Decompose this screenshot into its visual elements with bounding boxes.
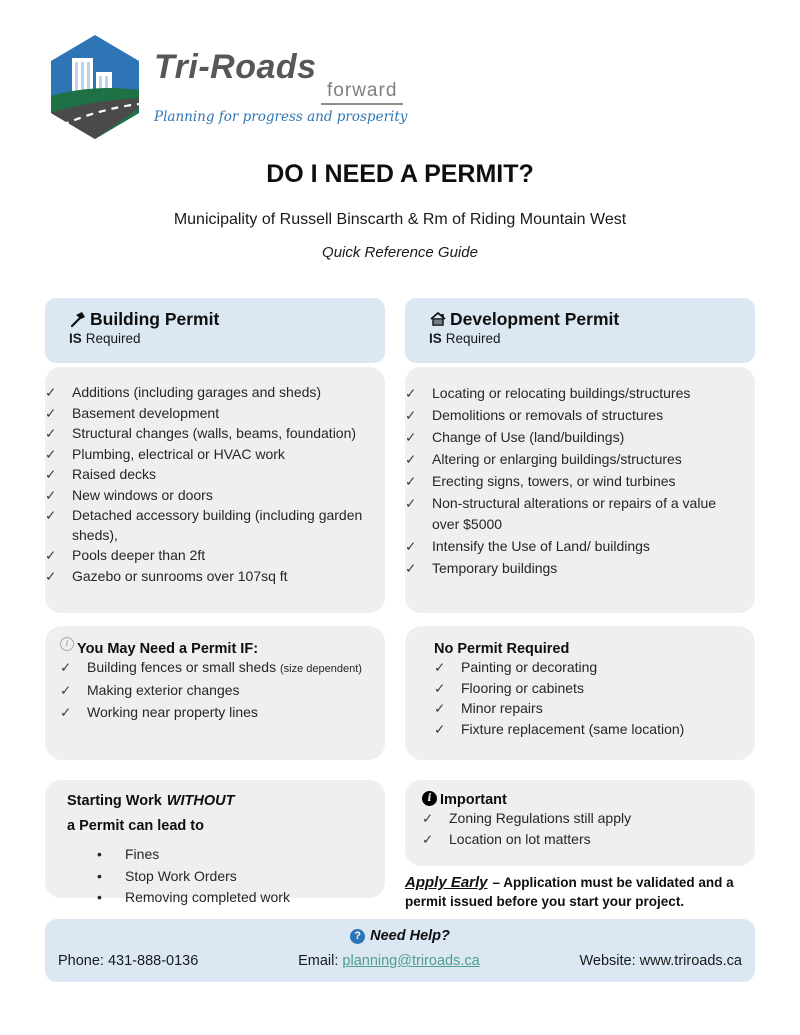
no-permit-list <box>434 658 745 739</box>
list-item: ✓ New windows or doors <box>45 486 377 506</box>
checkmark-icon <box>45 546 72 566</box>
checkmark-icon <box>434 658 461 678</box>
hammer-icon <box>69 310 87 328</box>
checkmark-icon <box>434 679 461 699</box>
list-item: ✓ Zoning Regulations still apply <box>422 809 745 829</box>
list-item: ✓ Location on lot matters <box>422 830 745 850</box>
checkmark-icon <box>405 493 432 535</box>
checkmark-icon <box>434 699 461 719</box>
may-need-title-row <box>60 641 375 658</box>
list-item: ✓ Temporary buildings <box>405 558 747 579</box>
warning-column <box>45 780 385 911</box>
page-subtitle: Municipality of Russell Binscarth & Rm of Riding Mountain West <box>173 211 627 228</box>
list-item: ✓ Intensify the Use of Land/ buildings <box>405 536 747 557</box>
building-permit-list <box>45 383 377 586</box>
building-permit-list-card <box>45 367 385 613</box>
list-item: ✓ Working near property lines <box>60 703 375 725</box>
logo-block <box>48 34 800 140</box>
building-permit-title: Building Permit <box>90 309 220 329</box>
checkmark-icon <box>405 558 432 579</box>
apply-early-emphasis: Apply Early <box>405 874 488 891</box>
list-item: ✓ Plumbing, electrical or HVAC work <box>45 445 377 465</box>
brand-subname: forward <box>321 80 403 105</box>
list-item: ✓ Erecting signs, towers, or wind turbines <box>405 471 747 492</box>
list-item: • Fines <box>97 844 375 866</box>
list-item: ✓ Painting or decorating <box>434 658 745 678</box>
important-list <box>422 809 745 849</box>
brand-tagline: Planning for progress and prosperity <box>154 109 408 125</box>
warning-title-line1: Starting Work WITHOUT <box>67 793 235 809</box>
building-permit-required: IS Required <box>69 331 141 346</box>
list-item: ✓ Non-structural alterations or repairs of a value over $5000 <box>405 493 747 535</box>
checkmark-icon <box>405 405 432 426</box>
size-note: (size dependent) <box>280 663 362 675</box>
bullet-icon <box>97 887 125 909</box>
checkmark-icon <box>45 445 72 465</box>
list-item: ✓ Demolitions or removals of structures <box>405 405 747 426</box>
page-title: DO I NEED A PERMIT? <box>266 160 534 188</box>
checkmark-icon <box>434 720 461 740</box>
list-item: ✓ Change of Use (land/buildings) <box>405 427 747 448</box>
checkmark-icon <box>45 486 72 506</box>
list-item: ✓ Building fences or small sheds (size dependent) <box>60 658 375 680</box>
building-permit-header-card <box>45 298 385 363</box>
checkmark-icon <box>405 471 432 492</box>
bullet-icon <box>97 844 125 866</box>
development-permit-list-card <box>405 367 755 613</box>
development-permit-title-row <box>429 309 741 329</box>
list-item: • Stop Work Orders <box>97 866 375 888</box>
important-title: Important <box>440 792 507 808</box>
apply-early-note: Apply Early – Application must be validated and a permit issued before you start your project. <box>405 874 734 909</box>
contact-row <box>45 944 755 969</box>
list-item: ✓ Locating or relocating buildings/structures <box>405 383 747 404</box>
need-help-title: Need Help? <box>370 928 450 944</box>
development-permit-required: IS Required <box>429 331 501 346</box>
checkmark-icon <box>60 703 87 725</box>
brand-name: Tri-Roads <box>154 48 317 86</box>
email-link[interactable]: planning@triroads.ca <box>342 953 480 969</box>
list-item: ✓ Making exterior changes <box>60 681 375 703</box>
checkmark-icon <box>45 383 72 403</box>
logo-text <box>154 34 407 125</box>
checkmark-icon <box>45 404 72 424</box>
important-column <box>405 780 755 911</box>
may-need-card <box>45 626 385 760</box>
bottom-cards-row <box>45 780 755 911</box>
development-permit-title: Development Permit <box>450 309 620 329</box>
list-item: ✓ Minor repairs <box>434 699 745 719</box>
need-help-row <box>45 928 755 944</box>
checkmark-icon <box>60 681 87 703</box>
checkmark-icon <box>60 658 87 680</box>
footer-bar <box>45 919 755 982</box>
without-emphasis: WITHOUT <box>166 793 235 809</box>
list-item: ✓ Fixture replacement (same location) <box>434 720 745 740</box>
checkmark-icon <box>45 465 72 485</box>
guide-label: Quick Reference Guide <box>322 244 478 261</box>
list-item: • Removing completed work <box>97 887 375 909</box>
list-item: ✓ Structural changes (walls, beams, foundation) <box>45 424 377 444</box>
building-permit-title-row <box>69 309 371 329</box>
no-permit-column <box>405 626 755 760</box>
warning-list <box>67 844 375 909</box>
development-permit-header-card <box>405 298 755 363</box>
warning-title-line2: a Permit can lead to <box>67 818 204 834</box>
maybe-cards-row <box>45 626 755 760</box>
house-icon <box>429 310 447 328</box>
development-permit-list <box>405 383 747 579</box>
email-text: Email: planning@triroads.ca <box>298 953 480 969</box>
website-text: Website: www.triroads.ca <box>579 953 742 969</box>
phone-text: Phone: 431-888-0136 <box>58 953 199 969</box>
list-item: ✓ Detached accessory building (including garden sheds), <box>45 506 377 545</box>
checkmark-icon <box>422 809 449 829</box>
may-need-column <box>45 626 385 760</box>
checkmark-icon <box>45 567 72 587</box>
info-outline-icon <box>60 637 74 651</box>
question-icon <box>350 929 365 944</box>
important-title-row <box>422 792 745 809</box>
checkmark-icon <box>405 427 432 448</box>
list-item: ✓ Altering or enlarging buildings/structures <box>405 449 747 470</box>
no-permit-card <box>405 626 755 760</box>
bullet-icon <box>97 866 125 888</box>
checkmark-icon <box>405 536 432 557</box>
may-need-title: You May Need a Permit IF: <box>77 641 259 657</box>
tri-roads-logo-mark <box>48 34 142 140</box>
checkmark-icon <box>405 383 432 404</box>
list-item: ✓ Raised decks <box>45 465 377 485</box>
list-item: ✓ Additions (including garages and sheds) <box>45 383 377 403</box>
list-item: ✓ Pools deeper than 2ft <box>45 546 377 566</box>
checkmark-icon <box>422 830 449 850</box>
building-permit-column <box>45 298 385 613</box>
checkmark-icon <box>45 424 72 444</box>
development-permit-column <box>405 298 755 613</box>
list-item: ✓ Basement development <box>45 404 377 424</box>
no-permit-title: No Permit Required <box>434 641 570 657</box>
list-item: ✓ Gazebo or sunrooms over 107sq ft <box>45 567 377 587</box>
list-item: ✓ Flooring or cabinets <box>434 679 745 699</box>
may-need-list <box>60 658 375 725</box>
checkmark-icon <box>45 506 72 545</box>
info-filled-icon <box>422 791 437 806</box>
important-card <box>405 780 755 866</box>
warning-card <box>45 780 385 905</box>
checkmark-icon <box>405 449 432 470</box>
permit-cards-row <box>45 298 755 613</box>
